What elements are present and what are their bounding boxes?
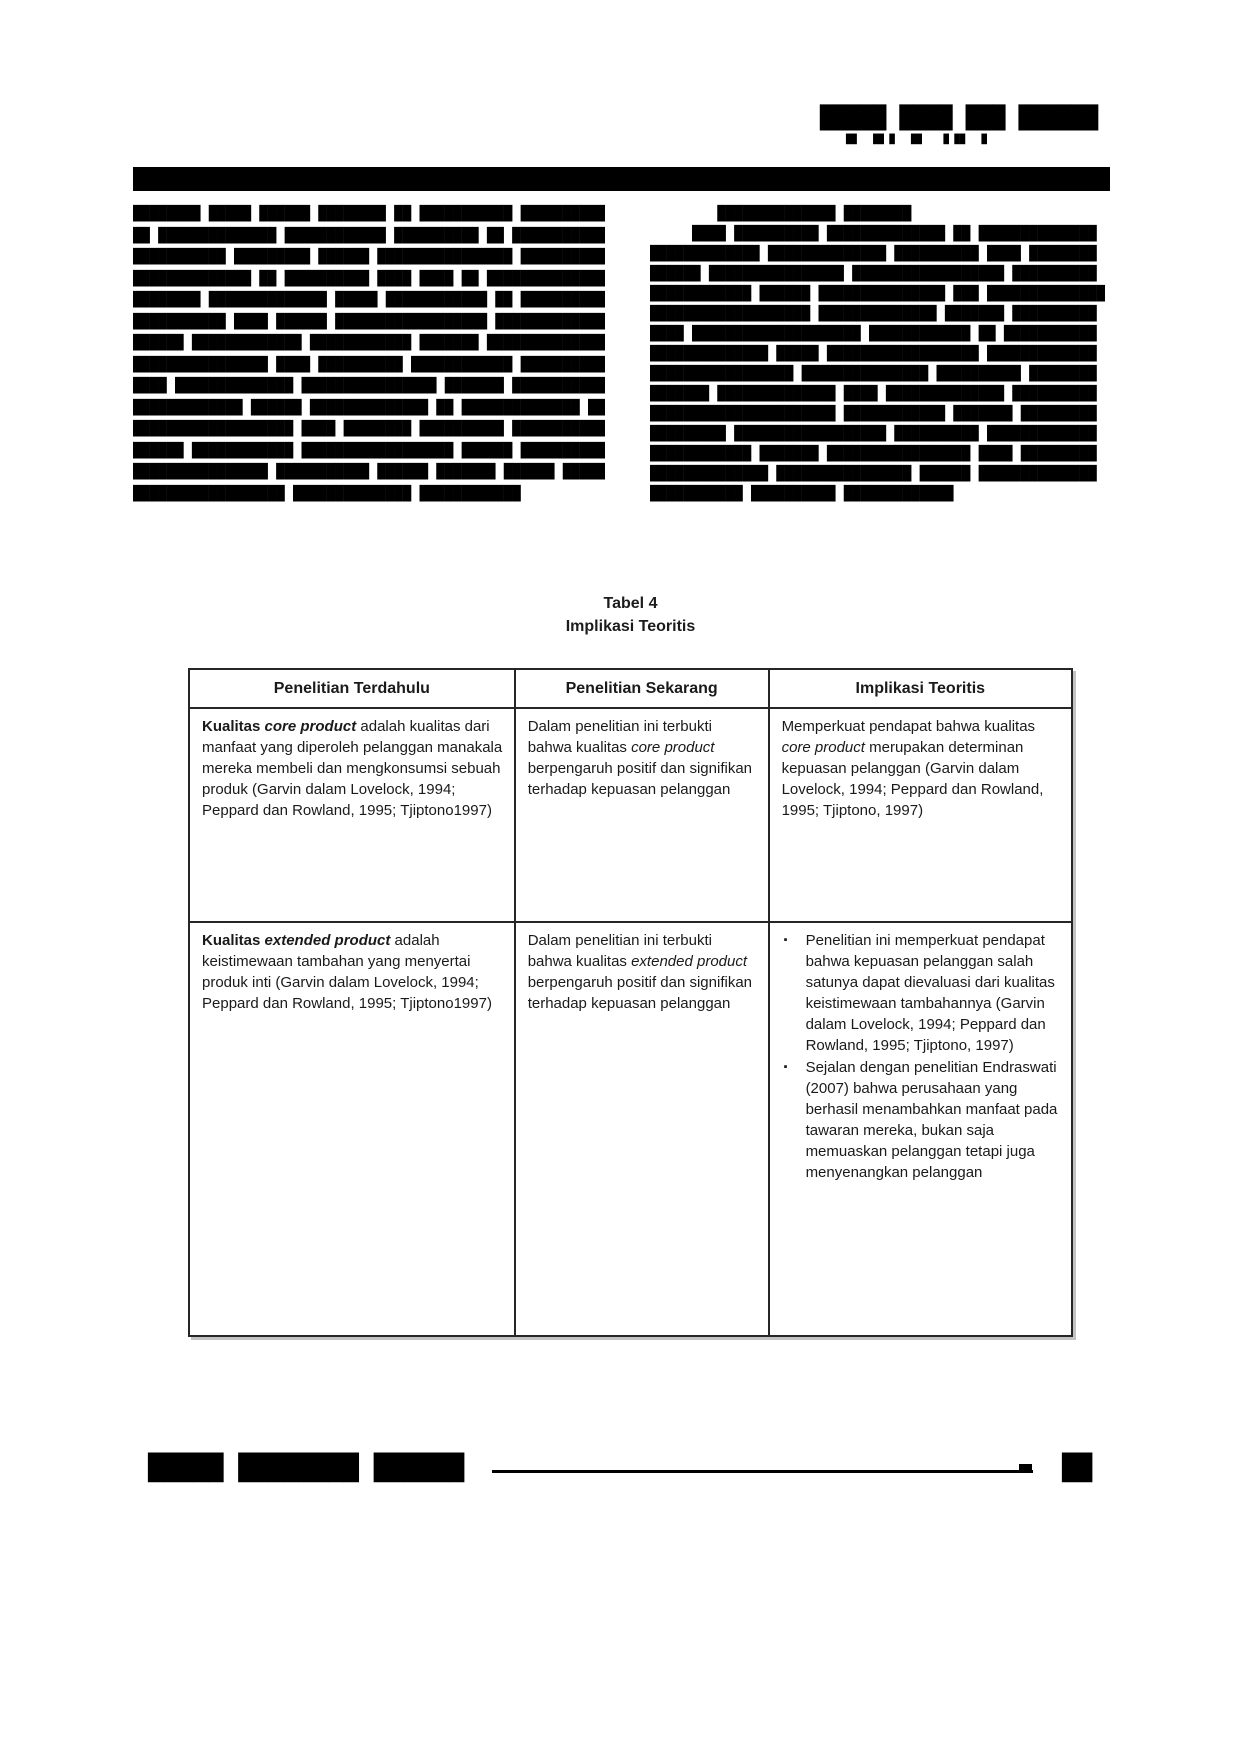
- footer-page-number-redacted: ██: [1062, 1453, 1093, 1482]
- redacted-text-line: ███████████████████ ████ ████████ ██████████ ███████████: [133, 421, 606, 437]
- table-row: [189, 708, 1072, 922]
- cell-sekarang-core: Dalam penelitian ini terbukti bahwa kualitas core product berpengaruh positif dan signifikan terhadap kepuasan pelanggan: [515, 708, 769, 922]
- redacted-text-line: ████ ██████████████ ████████████████ ███████ ███████████: [133, 378, 606, 394]
- redacted-text-line: ████ ████████████████████ ████████████ ██ ███████████: [650, 326, 1097, 342]
- redacted-text-line: ███████████ █████████ ██████ ████████████████ ██████████: [133, 249, 606, 265]
- journal-header-redacted: █████ ████ ███ ██████: [820, 106, 1099, 131]
- redacted-text-line: ██████ █████████████ ████████████ ███████ ██████████████: [133, 335, 606, 351]
- cell-implikasi-extended: [769, 922, 1072, 1336]
- redacted-text-line: ██████████████████████ ████████████ ███████ █████████: [650, 406, 1097, 422]
- bullet-item: [782, 930, 1062, 1056]
- redacted-text-line: ██ ██████████████ ████████████ ██████████ ██ ███████████: [133, 227, 606, 244]
- header-penelitian-terdahulu: Penelitian Terdahulu: [189, 669, 515, 708]
- redacted-text-line: ████████████ ██████ ███████████████ ███ ██████████████: [650, 286, 1106, 302]
- redacted-text-line: ████████████████ ████ ██████████ ████████████ ██████████: [133, 356, 606, 373]
- header-penelitian-sekarang: Penelitian Sekarang: [515, 669, 769, 708]
- footer-rule-tick: [1019, 1464, 1032, 1471]
- footer-journal-redacted: █████ ████████ ██████: [148, 1453, 465, 1482]
- redacted-text-line: █████████████ ██████ ██████████████ ██ ██████████████ ██: [133, 399, 606, 416]
- table-caption: [188, 592, 1073, 638]
- cell-sekarang-extended: Dalam penelitian ini terbukti bahwa kualitas extended product berpengaruh positif dan signifikan terhadap kepuasan pelanggan: [515, 922, 769, 1336]
- journal-header-subline-redacted: ██ ██ █ ██ █ ██ █: [846, 135, 987, 145]
- redacted-text-line: ████████████████ ███████████ ██████ ███████ ██████ █████: [133, 464, 606, 480]
- redacted-text-line: ██████████████ ██ ██████████ ████ ████ ██ ██████████████: [133, 270, 606, 287]
- table-caption-title: Implikasi Teoritis: [565, 618, 696, 635]
- redacted-text-line: ██████ ████████████████ ██████████████████ ██████████: [650, 266, 1097, 282]
- bullet-text: Penelitian ini memperkuat pendapat bahwa kepuasan pelanggan salah satunya dapat dievaluasi dari kualitas keistimewaan tambahannya (Garvin dalam Lovelock, 1994; Peppard dan Rowland, 1995; Tjiptono, 1997): [805, 932, 1055, 1054]
- redacted-text-line: ███████ ██████████████ ████ ██████████████ ██████████: [650, 386, 1097, 402]
- bullet-item: [782, 1057, 1062, 1183]
- bullet-icon: ▪: [783, 1061, 788, 1073]
- redacted-text-line: ██████████████ ████████: [650, 206, 912, 222]
- header-implikasi-teoritis: Implikasi Teoritis: [769, 669, 1072, 708]
- cell-terdahulu-extended: Kualitas extended product adalah keistimewaan tambahan yang menyertai produk inti (Garvin dalam Lovelock, 1994; Peppard dan Rowland, 1995; Tjiptono1997): [189, 922, 515, 1336]
- table-header-row: [189, 669, 1072, 708]
- redacted-text-line: ██████████████ █████ ██████████████████ █████████████: [650, 346, 1097, 362]
- body-column-right-redacted: [650, 204, 1105, 504]
- redacted-text-line: ████████████ ███████ █████████████████ ████ █████████: [650, 446, 1097, 462]
- redacted-text-line: ██████████████ ████████████████ ██████ ██████████████: [650, 466, 1097, 482]
- redacted-text-line: █████████ ██████████████████ ██████████ █████████████: [650, 426, 1097, 442]
- redacted-text-line: ███████████████████ ██████████████ ███████ ██████████: [650, 306, 1097, 322]
- redacted-text-line: █████████████████ ███████████████ ██████████ ████████: [650, 366, 1097, 382]
- redacted-text-line: ████████ █████ ██████ ████████ ██ ███████████ ██████████: [133, 206, 606, 222]
- redacted-text-line: █████████████ ██████████████ ██████████ ████ ████████: [650, 246, 1097, 262]
- redacted-text-line: ██████ ████████████ ██████████████████ ██████ ██████████: [133, 442, 606, 459]
- bullet-text: Sejalan dengan penelitian Endraswati (2007) bahwa perusahaan yang berhasil menambahkan manfaat pada tawaran mereka, bukan saja memuaskan pelanggan tetapi juga menyenangkan pelanggan: [805, 1059, 1058, 1181]
- header-divider-bar: [133, 167, 1110, 191]
- implikasi-teoritis-table: [188, 668, 1073, 1337]
- table-caption-number: Tabel 4: [603, 595, 658, 612]
- redacted-text-line: ████████ ██████████████ █████ ████████████ ██ ██████████: [133, 292, 606, 308]
- redacted-text-line: ███████████ ████ ██████ ██████████████████ █████████████: [133, 313, 606, 330]
- cell-implikasi-core: Memperkuat pendapat bahwa kualitas core product merupakan determinan kepuasan pelanggan (Garvin dalam Lovelock, 1994; Peppard dan Rowland, 1995; Tjiptono, 1997): [769, 708, 1072, 922]
- redacted-text-line: ████ ██████████ ██████████████ ██ ██████████████: [650, 226, 1097, 242]
- table-row: [189, 922, 1072, 1336]
- redacted-text-line: ███████████ ██████████ █████████████: [650, 486, 954, 502]
- redacted-text-line: ██████████████████ ██████████████ ████████████: [133, 485, 521, 502]
- cell-terdahulu-core: Kualitas core product adalah kualitas dari manfaat yang diperoleh pelanggan manakala mereka membeli dan mengkonsumsi sebuah produk (Garvin dalam Lovelock, 1994; Peppard dan Rowland, 1995; Tjiptono1997): [189, 708, 515, 922]
- bullet-icon: ▪: [783, 934, 788, 946]
- body-column-left-redacted: [133, 204, 605, 505]
- footer-rule: [492, 1470, 1033, 1473]
